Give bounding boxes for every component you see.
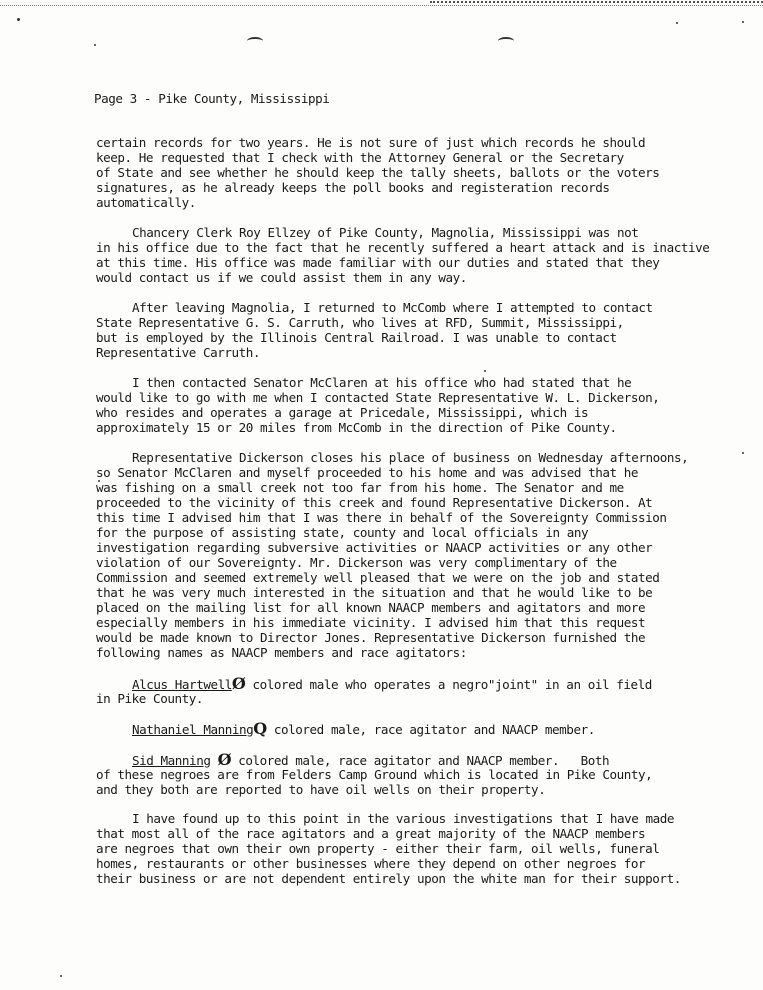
text-line: would contact us if we could assist them in any way. (96, 270, 467, 285)
text-line: proceeded to the vicinity of this creek and found Representative Dickerson. At (96, 495, 653, 510)
page-title: Page 3 - Pike County, Mississippi (94, 91, 330, 106)
text-line: Commission and seemed extremely well pleased that we were on the job and stated (96, 570, 660, 585)
punch-mark (247, 37, 263, 45)
text-line: that most all of the race agitators and a great majority of the NAACP members (96, 826, 646, 841)
text-line: for the purpose of assisting state, county and local officials in any (96, 525, 589, 540)
text-line: and they both are reported to have oil wells on their property. (96, 782, 546, 797)
text-line: who resides and operates a garage at Pricedale, Mississippi, which is (96, 405, 589, 420)
text-line: keep. He requested that I check with the Attorney General or the Secretary (96, 150, 624, 165)
text-line: After leaving Magnolia, I returned to McComb where I attempted to contact (132, 300, 653, 315)
scan-speck (676, 22, 678, 24)
name-entry (132, 676, 652, 692)
scan-edge-dots (430, 1, 763, 3)
name-entry (132, 752, 609, 768)
scan-edge-line (0, 5, 763, 6)
text-line: would like to go with me when I contacted State Representative W. L. Dickerson, (96, 390, 660, 405)
name-description: colored male, race agitator and NAACP member. Both (238, 753, 610, 768)
punch-mark (498, 37, 514, 45)
handwritten-mark: Q (253, 719, 267, 738)
scan-speck (484, 370, 486, 372)
text-line: Representative Dickerson closes his place of business on Wednesday afternoons, (132, 450, 689, 465)
underlined-name: Nathaniel Manning (132, 722, 254, 737)
text-line: Representative Carruth. (96, 345, 261, 360)
scan-speck (742, 452, 744, 454)
text-line: was fishing on a small creek not too far from his home. The Senator and me (96, 480, 624, 495)
text-line: investigation regarding subversive activities or NAACP activities or any other (96, 540, 653, 555)
text-line: I have found up to this point in the various investigations that I have made (132, 811, 675, 826)
text-line: but is employed by the Illinois Central Railroad. I was unable to contact (96, 330, 617, 345)
text-line: would be made known to Director Jones. Representative Dickerson furnished the (96, 630, 646, 645)
text-line: violation of our Sovereignty. Mr. Dickerson was very complimentary of the (96, 555, 617, 570)
text-line: at this time. His office was made familiar with our duties and stated that they (96, 255, 660, 270)
text-line: of these negroes are from Felders Camp Ground which is located in Pike County, (96, 767, 653, 782)
handwritten-mark: Ø (217, 750, 232, 769)
text-line: Chancery Clerk Roy Ellzey of Pike County, Magnolia, Mississippi was not (132, 225, 639, 240)
text-line: their business or are not dependent entirely upon the white man for their support. (96, 871, 681, 886)
name-entry (132, 721, 595, 737)
underlined-name: Sid Manning (132, 753, 211, 768)
text-line: in his office due to the fact that he recently suffered a heart attack and is inactive (96, 240, 710, 255)
text-line: homes, restaurants or other businesses where they depend on other negroes for (96, 856, 646, 871)
text-line: of State and see whether he should keep the tally sheets, ballots or the voters (96, 165, 660, 180)
text-line: automatically. (96, 195, 196, 210)
text-line: signatures, as he already keeps the poll books and registeration records (96, 180, 610, 195)
name-description: colored male who operates a negro"joint" in an oil field (252, 677, 652, 692)
scan-speck (94, 44, 96, 46)
text-line: I then contacted Senator McClaren at his office who had stated that he (132, 375, 632, 390)
scan-speck (742, 21, 744, 23)
text-line: that he was very much interested in the situation and that he would like to be (96, 585, 653, 600)
text-line: approximately 15 or 20 miles from McComb in the direction of Pike County. (96, 420, 617, 435)
underlined-name: Alcus Hartwell (132, 677, 232, 692)
text-line: State Representative G. S. Carruth, who lives at RFD, Summit, Mississippi, (96, 315, 624, 330)
name-description: colored male, race agitator and NAACP member. (273, 722, 595, 737)
text-line: following names as NAACP members and race agitators: (96, 645, 467, 660)
scan-speck (60, 975, 62, 977)
text-line: are negroes that own their own property - either their farm, oil wells, funeral (96, 841, 660, 856)
text-line: so Senator McClaren and myself proceeded to his home and was advised that he (96, 465, 639, 480)
text-line: in Pike County. (96, 691, 203, 706)
text-line: this time I advised him that I was there in behalf of the Sovereignty Commission (96, 510, 667, 525)
text-line: placed on the mailing list for all known NAACP members and agitators and more (96, 600, 646, 615)
handwritten-mark: Ø (231, 674, 246, 693)
text-line: certain records for two years. He is not sure of just which records he should (96, 135, 646, 150)
text-line: especially members in his immediate vicinity. I advised him that this request (96, 615, 646, 630)
scan-speck (17, 18, 20, 21)
